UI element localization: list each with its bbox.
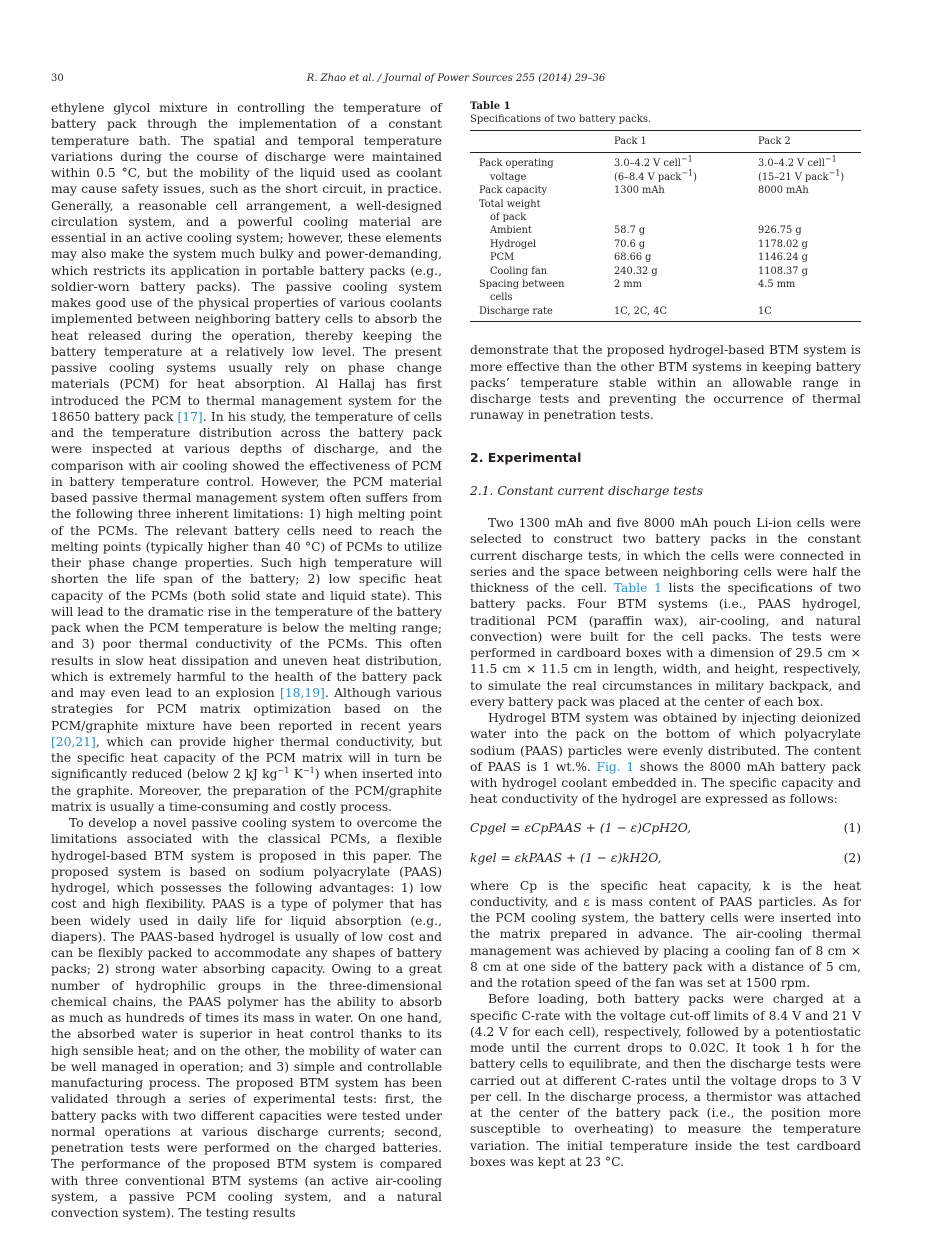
page-header <box>51 73 861 87</box>
paragraph-cells-selection: Two 1300 mAh and five 8000 mAh pouch Li-ion cells were selected to construct two battery packs in the constant current discharge tests, in which the cells were connected in series and the space between neighboring cells were half the thickness of the cell. Table 1 lists the specifications of two battery packs. Four BTM systems (i.e., PAAS hydrogel, traditional PCM (paraffin wax), air-cooling, and natural convection) were built for the cell packs. The tests were performed in cardboard boxes with a dimension of 29.5 cm × 11.5 cm × 11.5 cm in length, width, and height, respectively, to simulate the real circumstances in military backpack, and every battery pack was placed at the center of each box. <box>470 516 861 709</box>
reference-link-20-21[interactable]: [20,21] <box>51 734 96 749</box>
figure-1-link[interactable]: Fig. 1 <box>596 759 635 774</box>
table-row: Cooling fan 240.32 g 1108.37 g <box>490 265 808 277</box>
reference-link-17[interactable]: [17] <box>177 409 203 424</box>
subsection-title: 2.1. Constant current discharge tests <box>470 483 704 498</box>
running-title: R. Zhao et al. / Journal of Power Sources 255 (2014) 29–36 <box>306 73 606 84</box>
table-header-row <box>470 131 861 153</box>
table-row: Spacing between 2 mm 4.5 mm <box>479 279 796 291</box>
table-row: PCM 68.66 g 1146.24 g <box>490 252 808 264</box>
table-row: Pack capacity 1300 mAh 8000 mAh <box>479 185 809 197</box>
table-row: Discharge rate 1C, 2C, 4C 1C <box>470 305 861 322</box>
paragraph-results-summary: demonstrate that the proposed hydrogel-based BTM system is more effective than the other BTM systems in keeping battery packs’ temperature stable within an allowable range in discharge tests and preventing the occurrence of thermal runaway in penetration tests. <box>470 343 861 423</box>
table-row: voltage (6–8.4 V pack$^{-1}$) (15–21 V pack$^{-1}$) <box>490 168 845 183</box>
reference-link-18-19[interactable]: [18,19] <box>280 686 325 700</box>
table-header-cell: Pack 1 <box>614 131 758 153</box>
paragraph-variable-definitions: where Cp is the specific heat capacity, k is the heat conductivity, and ε is mass content of PAAS particles. As for the PCM cooling system, the battery cells were inserted into the matrix prepared in advance. The air-cooling thermal management was achieved by placing a cooling fan of 8 cm × 8 cm at one side of the battery pack with a distance of 5 cm, and the rotation speed of the fan was set at 1500 rpm. <box>470 878 861 991</box>
table-1-link[interactable]: Table 1 <box>613 581 662 596</box>
equation-2-formula: kgel = εkPAAS + (1 − ε)kH2O, <box>470 850 662 865</box>
paragraph-hydrogel-system: Hydrogel BTM system was obtained by injecting deionized water into the pack on the bottom of which polyacrylate sodium (PAAS) particles were evenly distributed. The content of PAAS is 1 wt.%. Fig. 1 shows the 8000 mAh battery pack with hydrogel coolant embedded in. The specific capacity and heat conductivity of the hydrogel are expressed as follows: <box>470 711 861 807</box>
table-row: Ambient 58.7 g 926.75 g <box>490 225 802 237</box>
table-row: Pack operating 3.0–4.2 V cell$^{-1}$ 3.0–4.2 V cell$^{-1}$ <box>479 155 837 170</box>
equation-1-number: (1) <box>843 820 861 835</box>
equation-2 <box>470 850 861 868</box>
paragraph-proposed-system: To develop a novel passive cooling system to overcome the limitations associated with the classical PCMs, a flexible hydrogel-based BTM system is proposed in this paper. The proposed system is based on sodium polyacrylate (PAAS) hydrogel, which possesses the following advantages: 1) low cost and high flexibility. PAAS is a type of polymer that has been widely used in daily life for liquid absorption (e.g., diapers). The PAAS-based hydrogel is usually of low cost and can be flexibly packed to accommodate any shapes of battery packs; 2) strong water absorbing capacity. Owing to a great number of hydrophilic groups in the three-dimensional chemical chains, the PAAS polymer has the ability to absorb as much as hundreds of times its mass in water. On one hand, the absorbed water is superior in heat control thanks to its high sensible heat; and on the other, the mobility of water can be well managed in operation; and 3) simple and controllable manufacturing process. The proposed BTM system has been validated through a series of experimental tests: first, the battery packs with two different capacities were tested under normal operations at various discharge currents; second, penetration tests were performed on the charged batteries. The performance of the proposed BTM system is compared with three conventional BTM systems (an active air-cooling system, a passive PCM cooling system, and a natural convection system). The testing results <box>51 816 442 1220</box>
section-title: 2. Experimental <box>470 449 582 465</box>
equation-1-formula: Cpgel = εCpPAAS + (1 − ε)CpH2O, <box>470 820 692 835</box>
paragraph-intro-continued: ethylene glycol mixture in controlling the temperature of battery pack through the implementation of a constant temperature bath. The spatial and temporal temperature variations during the course of discharge were maintained within 0.5 °C, but the mobility of the liquid used as coolant may cause safety issues, such as the short circuit, in practice. Generally, a reasonable cell arrangement, a well-designed circulation system, and a powerful cooling material are essential in an active cooling system; however, these elements may also make the system much bulky and power-demanding, which restricts its application in portable battery packs (e.g., soldier-worn battery packs). The passive cooling system makes good use of the physical properties of various coolants implemented between neighboring battery cells to absorb the heat released during the operation, thereby keeping the battery temperature at a relatively low level. The present passive cooling systems usually rely on phase change materials (PCM) for heat absorption. Al Hallaj has first introduced the PCM to thermal management system for the 18650 battery pack [17]. In his study, the temperature of cells and the temperature distribution across the battery pack were inspected at various depths of discharge, and the comparison with air cooling showed the effectiveness of PCM in battery temperature control. However, the PCM material based passive thermal management system often suffers from the following three inherent limitations: 1) high melting point of the PCMs. The relevant battery cells need to reach the melting points (typically higher than 40 °C) of PCMs to utilize their phase change properties. Such high temperature will shorten the life span of the battery; 2) low specific heat capacity of the PCMs (both solid state and liquid state). This will lead to the dramatic rise in the temperature of the battery pack when the PCM temperature is below the melting range; and 3) poor thermal conductivity of the PCMs. This often results in slow heat dissipation and uneven heat distribution, which is extremely harmful to the health of the battery pack and may even lead to an explosion [18,19]. Although various strategies for PCM matrix optimization based on the PCM/graphite mixture have been reported in recent years [20,21], which can provide higher thermal conductivity, but the specific heat capacity of the PCM matrix will in turn be significantly reduced (below 2 kJ $kg^{-1}$ $K^{-1}$) when inserted into the graphite. Moreover, the preparation of the PCM/graphite matrix is usually a time-consuming and costly process. <box>51 101 442 814</box>
table-caption: Specifications of two battery packs. <box>470 114 652 125</box>
left-column <box>51 100 442 1221</box>
equation-1 <box>470 820 861 838</box>
page-number: 30 <box>51 73 64 84</box>
table-row: Total weight <box>479 198 541 210</box>
paragraph-charging-procedure: Before loading, both battery packs were charged at a specific C-rate with the voltage cut-off limits of 8.4 V and 21 V (4.2 V for each cell), respectively, followed by a potentiostatic mode until the current drops to 0.02C. It took 1 h for the battery cells to equilibrate, and then the discharge tests were carried out at different C-rates until the voltage drops to 3 V per cell. In the discharge process, a thermistor was attached at the center of the battery pack (i.e., the position more susceptible to overheating) to measure the temperature variation. The initial temperature inside the test cardboard boxes was kept at 23 °C. <box>470 992 861 1169</box>
equation-2-number: (2) <box>843 850 861 865</box>
table-label: Table 1 <box>470 101 511 112</box>
table-header-cell: Pack 2 <box>758 131 861 153</box>
table-row: cells <box>490 292 513 304</box>
specifications-table <box>470 130 861 322</box>
table-row: of pack <box>490 212 527 224</box>
table-header-cell <box>470 131 614 153</box>
right-column <box>470 100 861 1170</box>
table-row: Hydrogel 70.6 g 1178.02 g <box>490 238 808 250</box>
